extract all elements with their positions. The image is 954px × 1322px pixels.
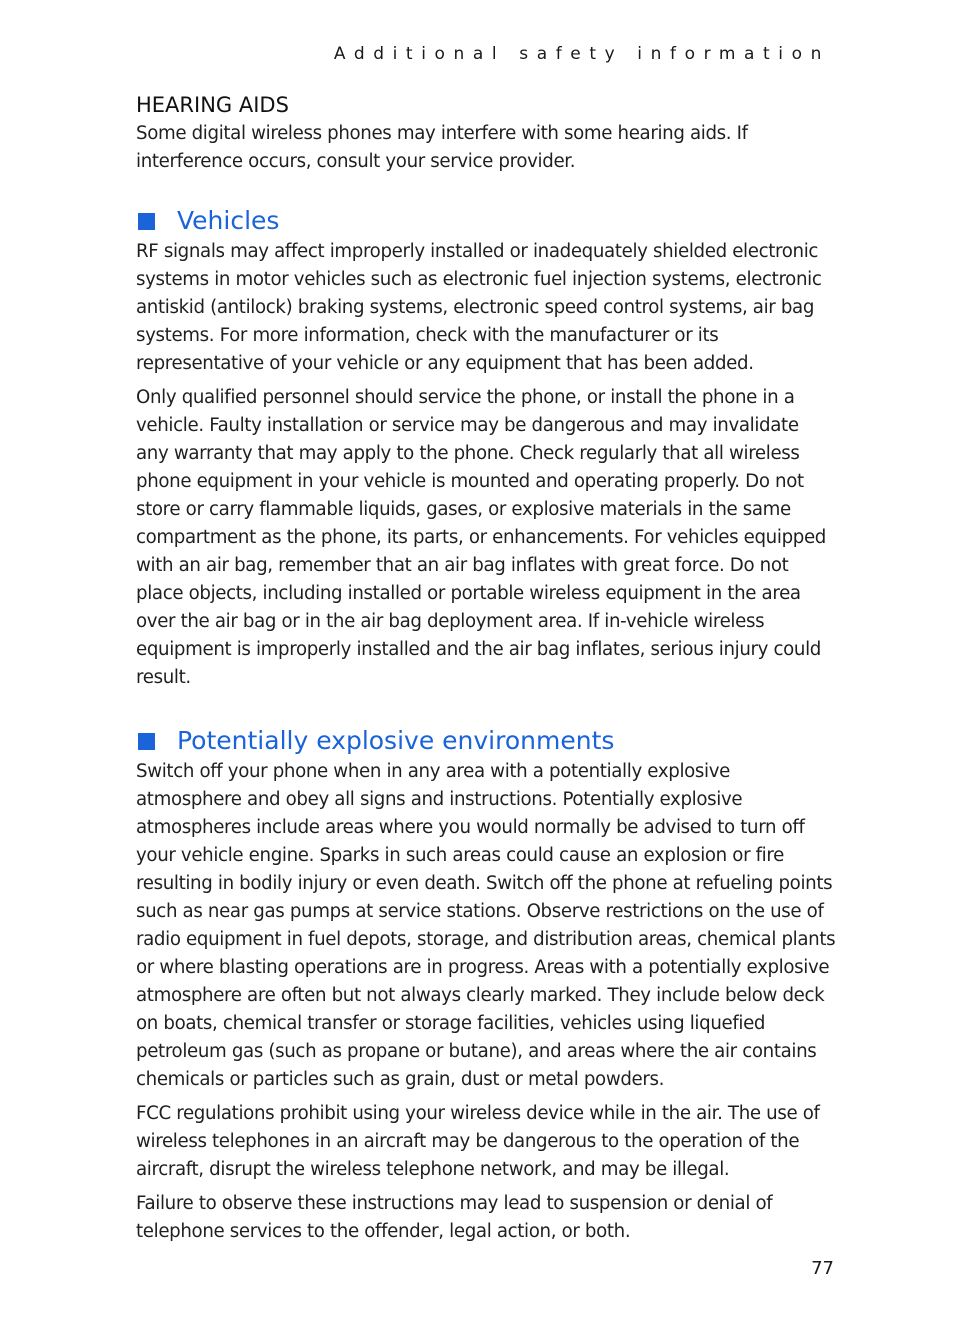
explosive-section bbox=[136, 724, 836, 1246]
page-content bbox=[136, 90, 836, 1252]
hearing-aids-section bbox=[136, 90, 836, 176]
vehicles-heading bbox=[136, 204, 836, 238]
explosive-paragraph: FCC regulations prohibit using your wireless device while in the air. The use of wireless telephones in an aircraft may be dangerous to the operation of the aircraft, disrupt the wireless telephone network, and may be illegal. bbox=[136, 1103, 820, 1180]
explosive-heading bbox=[136, 724, 836, 758]
vehicles-paragraph: Only qualified personnel should service the phone, or install the phone in a vehicle. Faulty installation or service may be dangerous and may invalidate any warranty that may apply to the phone. Check regularly that all wireless phone equipment in your vehicle is mounted and operating properly. Do not store or carry flammable liquids, gases, or explosive materials in the same compartment as the phone, its parts, or enhancements. For vehicles equipped with an air bag, remember that an air bag inflates with great force. Do not place objects, including installed or portable wireless equipment in the area over the air bag or in the air bag deployment area. If in-vehicle wireless equipment is improperly installed and the air bag inflates, serious injury could result. bbox=[136, 387, 826, 688]
explosive-paragraph: Failure to observe these instructions may lead to suspension or denial of telephone services to the offender, legal action, or both. bbox=[136, 1193, 773, 1242]
vehicles-paragraph: RF signals may affect improperly installed or inadequately shielded electronic systems in motor vehicles such as electronic fuel injection systems, electronic antiskid (antilock) braking systems, electronic speed control systems, air bag systems. For more information, check with the manufacturer or its representative of your vehicle or any equipment that has been added. bbox=[136, 241, 822, 374]
section-square-icon bbox=[138, 733, 155, 750]
explosive-heading-text: Potentially explosive environments bbox=[177, 726, 615, 755]
hearing-aids-heading: HEARING AIDS bbox=[136, 93, 289, 117]
vehicles-heading-text: Vehicles bbox=[177, 206, 280, 235]
running-header: Additional safety information bbox=[333, 44, 830, 64]
explosive-paragraph: Switch off your phone when in any area with a potentially explosive atmosphere and obey all signs and instructions. Potentially explosive atmospheres include areas where you would normally be advised to turn off your vehicle engine. Sparks in such areas could cause an explosion or fire resulting in bodily injury or even death. Switch off the phone at refueling points such as near gas pumps at service stations. Observe restrictions on the use of radio equipment in fuel depots, storage, and distribution areas, chemical plants or where blasting operations are in progress. Areas with a potentially explosive atmosphere are often but not always clearly marked. They include below deck on boats, chemical transfer or storage facilities, vehicles using liquefied petroleum gas (such as propane or butane), and areas where the air contains chemicals or particles such as grain, dust or metal powders. bbox=[136, 761, 836, 1090]
section-square-icon bbox=[138, 213, 155, 230]
hearing-aids-paragraph: Some digital wireless phones may interfere with some hearing aids. If interference occurs, consult your service provider. bbox=[136, 123, 748, 172]
vehicles-section bbox=[136, 204, 836, 692]
page-number: 77 bbox=[811, 1258, 834, 1279]
